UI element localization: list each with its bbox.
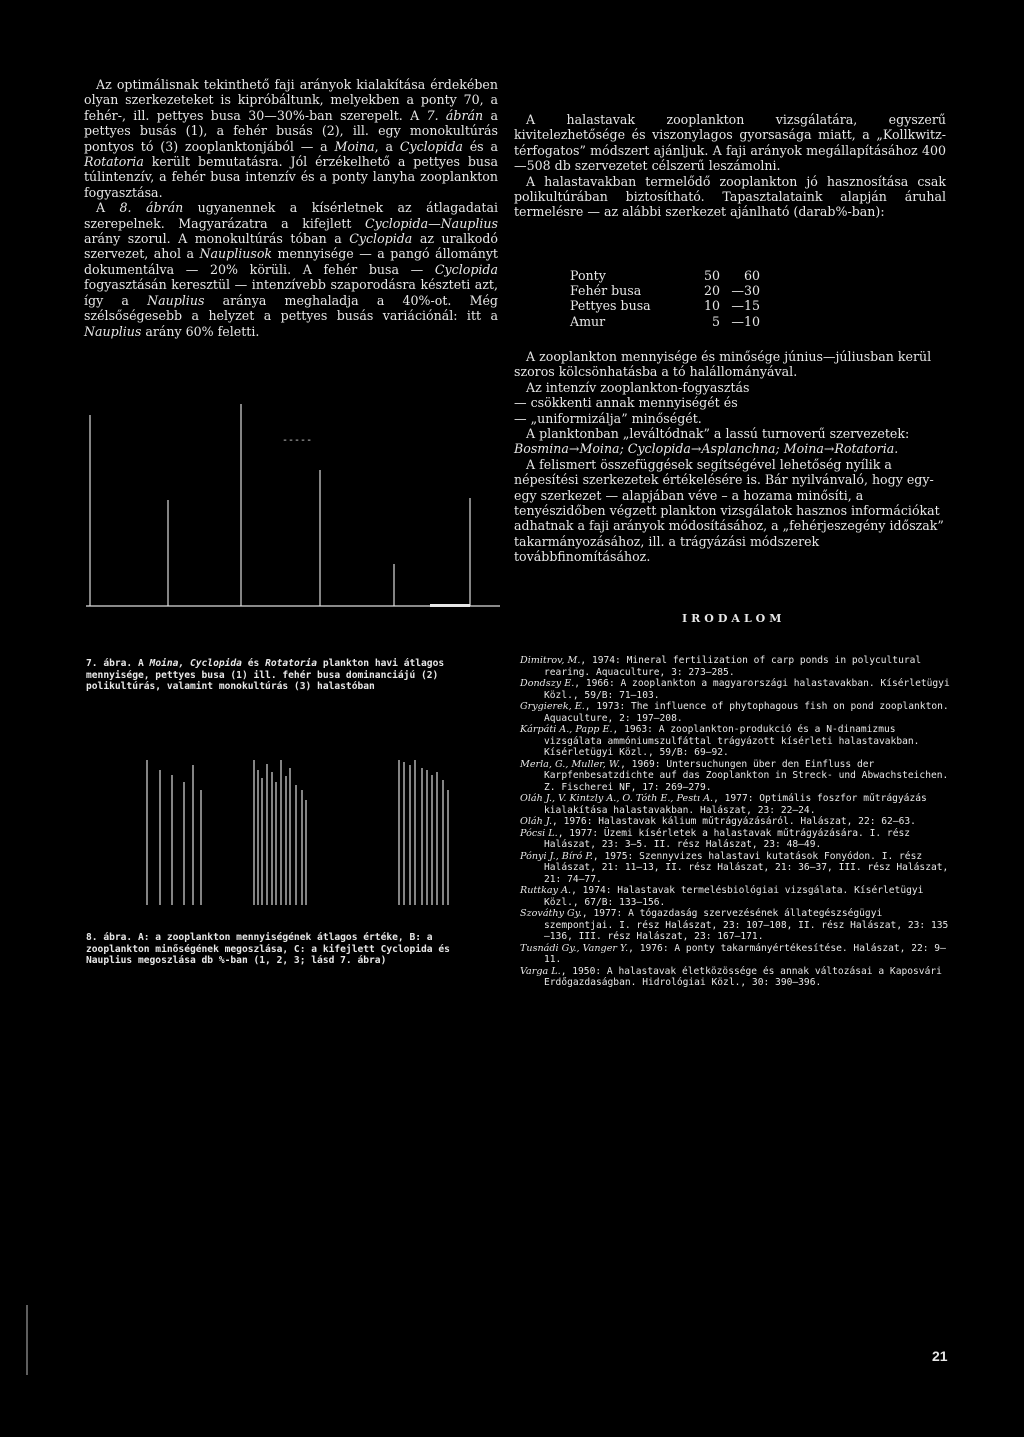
conclusion-item: A felismert összefüggések segítségével lehetőség nyílik a népesítési szerkezetek értékelésére is. Bár nyilvánvaló, hogy egy-egy szerkezet — alapjában véve – a hozama minősíti, a tenyészidőben végzett plankton vizsgálatok hasznos információkat adhatnak a faji arányok módosításához, a „fehérjeszegény időszak” takarmányozásához, ill. a trágyázási módszerek továbbfinomításához. xyxy=(514,456,944,565)
list-item: Oláh J., V. Kintzly A., O. Tóth E., Pestı A., 1977: Optimális foszfor műtrágyázás kialakítása halastavakban. Halászat, 23: 22—24. xyxy=(520,793,927,816)
conclusion-item: Az intenzív zooplankton-fogyasztás xyxy=(526,379,750,395)
table-row: Pettyes busa 10 —15 xyxy=(570,298,760,314)
figure7-legend-mark: ----- xyxy=(282,435,313,446)
list-item: Pónyi J., Bíró P., 1975: Szennyvizes halastavi kutatások Fonyódon. I. rész Halászat, 21: 11—13, II. rész Halászat, 21: 36—37, III. rész Halászat, 21: 74—77. xyxy=(520,850,949,885)
conclusion-item: A planktonban „leváltódnak” a lassú turnoverű szervezetek: Bosmina→Moina; Cyclopida→Asplanchna; Moina→Rotatoria. xyxy=(514,426,910,457)
paragraph-method-recommendation: A halastavak zooplankton vizsgálatára, egyszerű kivitelezhetősége és viszonylagos gyorsasága miatt, a „Kollkwitz-térfogatos” módszert ajánljuk. A faji arányok megállapításához 400—508 db szervezetet célszerű leszámolni. xyxy=(514,112,946,174)
conclusion-item: — „uniformizálja” minőségét. xyxy=(514,410,702,426)
list-item: Dondszy E., 1966: A zooplankton a magyarországi halastavakban. Kísérletügyi Közl., 59/B: 71—103. xyxy=(520,678,950,701)
list-item: Dimitrov, M., 1974: Mineral fertilization of carp ponds in polycultural rearing. Aquaculture, 3: 273—285. xyxy=(520,655,922,678)
paragraph-figure8-explanation: A 8. ábrán ugyanennek a kísérletnek az átlagadatai szerepelnek. Magyarázatra a kifejlett Cyclopida—Nauplius arány szorul. A monokultúrás tóban a Cyclopida az uralkodó szervezet, ahol a Naupliusok mennyisége — a pangó állományt dokumentálva — 20% körüli. A fehér busa — Cyclopida fogyasztásán keresztül — intenzívebb szaporodásra készteti azt, így a Nauplius aránya meghaladja a 40%-ot. Még szélsőségesebb a helyzet a pettyes busás variációnál: itt a Nauplius arány 60% feletti. xyxy=(84,200,498,339)
table-row: Fehér busa 20 —30 xyxy=(570,283,760,299)
figure-7-caption: 7. ábra. A Moina, Cyclopida és Rotatoria plankton havi átlagos mennyisége, pettyes busa (1) ill. fehér busa dominanciájú (2) polikultúrás, valamint monokultúrás (3) halastóban xyxy=(86,658,445,692)
figure-8-caption: 8. ábra. A: a zooplankton mennyiségének átlagos értéke, B: a zooplankton minőségének megoszlása, C: a kifejlett Cyclopida és Nauplius megoszlása db %-ban (1, 2, 3; lásd 7. ábra) xyxy=(86,932,450,966)
list-item: Grygierek, E., 1973: The influence of phytophagous fish on pond zooplankton. Aquaculture, 2: 197—208. xyxy=(520,701,949,724)
conclusion-item: A zooplankton mennyisége és minősége június—júliusban kerül szoros kölcsönhatásba a tó halállományával. xyxy=(514,349,932,380)
list-item: Merla, G., Muller, W., 1969: Untersuchungen über den Einfluss der Karpfenbesatzdichte auf das Zooplankton in Streck- und Abwachsteichen. Z. Fischerei NF, 17: 269—279. xyxy=(520,758,949,793)
list-item: Ruttkay A., 1974: Halastavak termelésbiológiai vizsgálata. Kísérletügyi Közl., 67/B: 133—156. xyxy=(520,885,924,908)
page-number: 21 xyxy=(932,1348,948,1364)
paragraph-species-ratios: Az optimálisnak tekinthető faji arányok kialakítása érdekében olyan szerkezeteket is kipróbáltunk, melyekben a ponty 70, a fehér-, ill. pettyes busa 30—30%-ban szerepelt. A 7. ábrán a pettyes busás (1), a fehér busás (2), ill. egy monokultúrás pontyos tó (3) zooplanktonjából — a Moina, a Cyclopida és a Rotatoria került bemutatásra. Jól érzékelhető a pettyes busa túlintenzív, a fehér busa intenzív és a ponty lanyha zooplankton fogyasztása. xyxy=(84,77,498,200)
list-item: Varga L., 1950: A halastavak életközössége és annak változásai a Kaposvári Erdőgazdaságban. Hidrológiai Közl., 30: 390—396. xyxy=(520,965,942,988)
list-item: Szováthy Gy., 1977: A tógazdaság szervezésének állategészségügyi szempontjai. I. rész Halászat, 23: 107—108, II. rész Halászat, 23: 135—136, III. rész Halászat, 23: 167—171. xyxy=(520,908,949,942)
list-item: Kárpáti A., Papp E., 1963: A zooplankton-produkció és a N-dinamizmus vizsgálata ammóniumszulfáttal trágyázott kísérleti halastavakban. Kísérletügyi Közl., 59/B: 69—92. xyxy=(520,724,920,758)
references-heading: IRODALOM xyxy=(682,612,786,625)
list-item: Oláh J., 1976: Halastavak kálium műtrágyázásáról. Halászat, 22: 62—63. xyxy=(520,816,916,827)
paragraph-polyculture: A halastavakban termelődő zooplankton jó hasznosítása csak polikultúrában biztosítható. Tapasztalataink alapján áruhal termelésre — az alábbi szerkezet ajánlható (darab%-ban): xyxy=(514,173,946,220)
table-row: Ponty 50 60 xyxy=(570,268,760,283)
list-item: Tusnádi Gy., Vanger Y., 1976: A ponty takarmányértékesítése. Halászat, 22: 9—11. xyxy=(520,942,946,965)
list-item: Pócsi L., 1977: Üzemi kísérletek a halastavak műtrágyázására. I. rész Halászat, 23: 3—5. II. rész Halászat, 23: 48—49. xyxy=(520,827,911,850)
conclusion-item: — csökkenti annak mennyiségét és xyxy=(514,395,738,411)
table-row: Amur 5 —10 xyxy=(570,313,760,329)
